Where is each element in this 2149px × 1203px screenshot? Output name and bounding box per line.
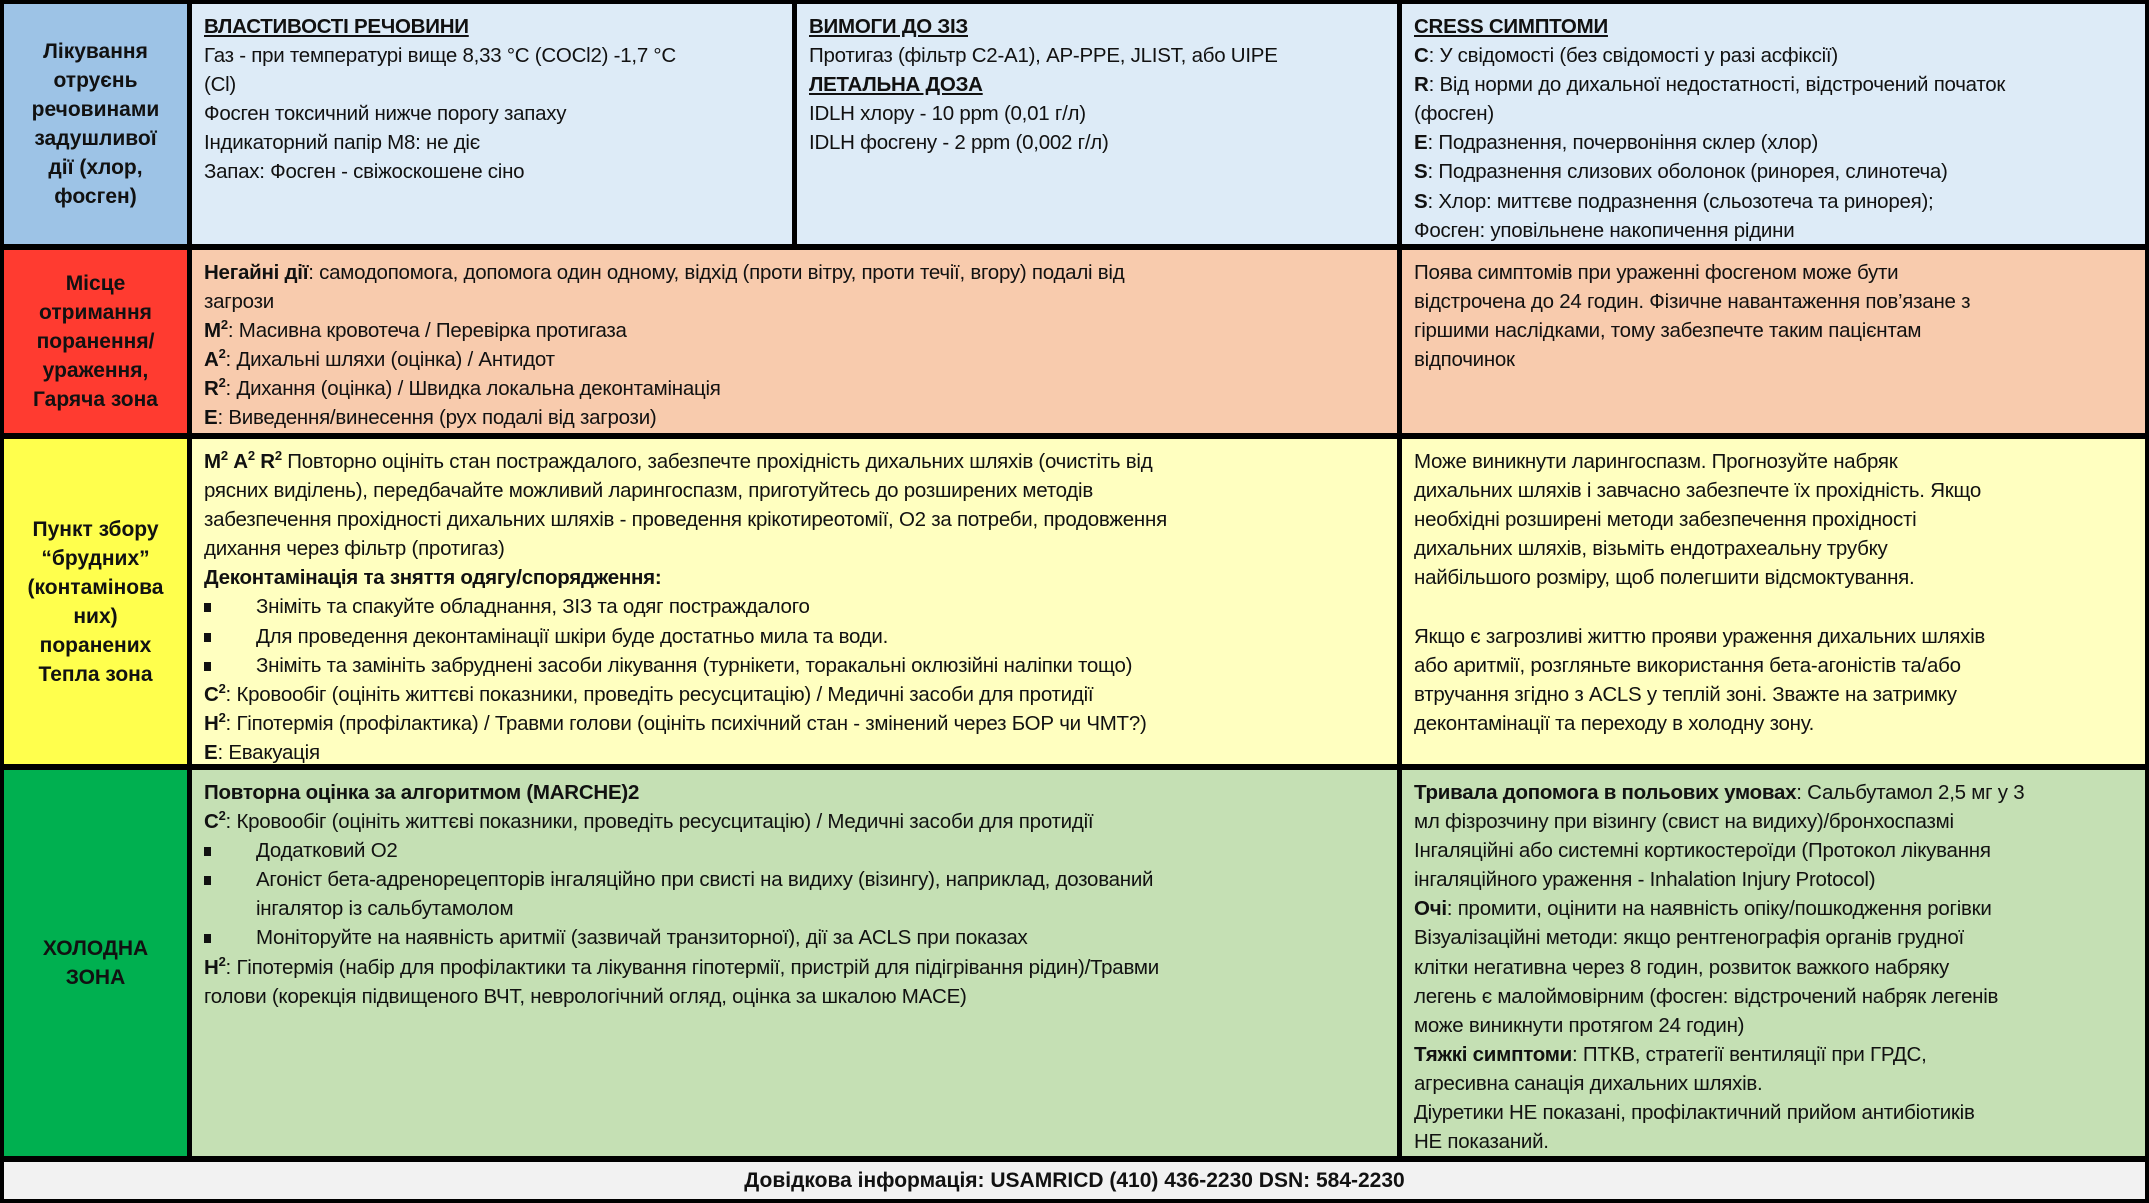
note-line: Діуретики НЕ показані, профілактичний прийом антибіотиків [1414, 1101, 1975, 1125]
note-line: агресивна санація дихальних шляхів. [1414, 1071, 1763, 1095]
bullet-text: Зніміть та спакуйте обладнання, ЗІЗ та одяг постраждалого [256, 595, 810, 619]
march-key: R [204, 377, 219, 401]
march-text: : Масивна кровотеча / Перевірка протигаза [227, 319, 627, 343]
march-text: : Гіпотермія (профілактика) / Травми голови (оцініть психічний стан - змінений через БОР чи ЧМТ?) [225, 711, 1147, 735]
note-line: гіршими наслідками, тому забезпечте таким пацієнтам [1414, 319, 1922, 343]
march-key: E [204, 406, 218, 430]
cress-item [1414, 99, 2135, 128]
zone-label-line: ураження, [42, 359, 149, 382]
bullet-square-icon [204, 847, 211, 856]
bullet-text: Зніміть та замініть забруднені засоби лікування (турнікети, торакальні оклюзійні наліпки тощо) [256, 653, 1133, 677]
superscript: 2 [218, 375, 226, 391]
march-text: : Кровообіг (оцініть життєві показники, проведіть ресусцитацію) / Медичні засоби для протидії [225, 682, 1094, 706]
zone-label-line: задушливої [34, 127, 157, 150]
bullet-text: Додатковий O2 [256, 839, 398, 863]
properties-cell [192, 4, 792, 244]
march-item [204, 680, 1387, 709]
march-item [204, 807, 1387, 836]
hot-zone-actions-cell [192, 250, 1397, 433]
cress-text: : Хлор: миттєве подразнення (сльозотеча та ринорея); [1427, 189, 1934, 213]
ppe-title: ВИМОГИ ДО ЗІЗ [809, 15, 968, 38]
bullet-item [204, 836, 1387, 865]
cress-key: R [1414, 73, 1429, 97]
cress-item [1414, 187, 2135, 216]
cress-item [1414, 216, 2135, 244]
cress-title: CRESS СИМПТОМИ [1414, 15, 1608, 38]
march-item [204, 709, 1387, 738]
severe-label: Тяжкі симптоми [1414, 1042, 1572, 1066]
bullet-item [204, 865, 1387, 894]
superscript: 2 [218, 808, 226, 824]
mar-reassess [204, 447, 1387, 476]
bullet-square-icon [204, 633, 211, 642]
cress-item [1414, 128, 2135, 157]
properties-line: Газ - при температурі вище 8,33 °C (COCl2) -1,7 °C [204, 44, 676, 68]
march-key: A [204, 348, 219, 372]
superscript: 2 [274, 448, 282, 463]
zone-label-line: ЗОНА [65, 966, 126, 989]
properties-line: Запах: Фосген - свіжоскошене сіно [204, 160, 525, 184]
zone-label-hot [4, 250, 187, 433]
note-line: інгаляційного ураження - Inhalation Injury Protocol) [1414, 868, 1876, 892]
note-line: відпочинок [1414, 348, 1515, 372]
properties-line: (Cl) [204, 73, 237, 97]
immediate-actions-cont: загрози [204, 290, 274, 314]
march-item [204, 738, 1387, 764]
severe-symptoms [1414, 1040, 2135, 1069]
zone-label-line: них) [73, 604, 118, 628]
field-care [1414, 778, 2135, 807]
superscript: 2 [218, 346, 226, 362]
cold-zone-note-cell [1402, 770, 2145, 1156]
march-key: M [204, 319, 221, 343]
mar-text: Повторно оцініть стан постраждалого, забезпечте прохідність дихальних шляхів (очистіть від [281, 450, 1153, 473]
zone-label-warm [4, 439, 187, 764]
cress-text: (фосген) [1414, 102, 1494, 126]
march-key: H [204, 955, 219, 979]
march-item [204, 953, 1387, 982]
zone-label-line: речовинами [31, 98, 160, 121]
eyes-text: : промити, оцінити на наявність опіку/пошкодження рогівки [1446, 897, 1992, 921]
properties-title: ВЛАСТИВОСТІ РЕЧОВИНИ [204, 15, 469, 38]
bullet-square-icon [204, 662, 211, 671]
immediate-actions [204, 258, 1387, 287]
march-text: : Гіпотермія (набір для профілактики та лікування гіпотермії, пристрій для підігрівання рідин)/Травми [225, 955, 1159, 979]
bullet-item [204, 923, 1387, 952]
cress-item [1414, 41, 2135, 70]
decon-title: Деконтамінація та зняття одягу/спорядження: [204, 566, 662, 590]
superscript: 2 [247, 448, 255, 463]
bullet-square-icon [204, 934, 211, 943]
footer-text: Довідкова інформація: USAMRICD (410) 436-2230 DSN: 584-2230 [744, 1168, 1405, 1192]
cress-key: C [1414, 44, 1429, 68]
march-text: : Виведення/винесення (рух подалі від загрози) [217, 406, 657, 430]
march-item [204, 316, 1387, 345]
superscript: 2 [218, 680, 226, 696]
bullet-text: Агоніст бета-адренорецепторів інгаляційно при свисті на видиху (візингу), наприклад, дозований [256, 868, 1154, 892]
march-text: : Евакуація [217, 740, 320, 764]
hot-zone-note-cell [1402, 250, 2145, 433]
zone-label-line: Гаряча зона [33, 388, 158, 411]
cress-item [1414, 70, 2135, 99]
zone-label-line: поранення/ [36, 330, 155, 353]
zone-label-line: дії (хлор, [48, 156, 143, 179]
note-line: найбільшого розміру, щоб полегшити відсмоктування. [1414, 566, 1915, 590]
warm-zone-note-cell [1402, 439, 2145, 764]
march-key: M [204, 450, 221, 473]
march-key: A [233, 450, 248, 473]
cress-text: : У свідомості (без свідомості у разі асфіксії) [1428, 44, 1838, 68]
bullet-square-icon [204, 603, 211, 612]
note-line: Поява симптомів при ураженні фосгеном може бути [1414, 261, 1899, 284]
bullet-item [204, 622, 1387, 651]
eyes [1414, 894, 2135, 923]
note-line: відстрочена до 24 годин. Фізичне навантаження пов’язане з [1414, 290, 1971, 314]
march-key: C [204, 810, 219, 834]
mar-text: рясних виділень), передбачайте можливий ларингоспазм, приготуйтесь до розширених методів [204, 479, 1093, 503]
zone-label-line: отруєнь [53, 69, 138, 92]
cold-zone-actions-cell [192, 770, 1397, 1156]
note-line: мл фізрозчину при візингу (свист на видиху)/бронхоспазмі [1414, 810, 1954, 834]
march-item [204, 403, 1387, 432]
marche-title: Повторна оцінка за алгоритмом (MARCHE)2 [204, 781, 640, 804]
lethal-dose-line: IDLH хлору - 10 ppm (0,01 г/л) [809, 102, 1086, 126]
zone-label-line: фосген) [54, 185, 137, 208]
superscript: 2 [218, 709, 226, 725]
zone-label-line: “брудних” [41, 546, 150, 570]
zone-label-chemical [4, 4, 187, 244]
note-line: може виникнути протягом 24 годин) [1414, 1013, 1745, 1037]
cress-text: Фосген: уповільнене накопичення рідини [1414, 218, 1795, 242]
note-line: дихальних шляхів і завчасно забезпечте їх прохідність. Якщо [1414, 479, 1982, 503]
cress-text: : Подразнення, почервоніння склер (хлор) [1427, 131, 1819, 155]
lethal-dose-line: IDLH фосгену - 2 ppm (0,002 г/л) [809, 131, 1109, 155]
immediate-actions-label: Негайні дії [204, 261, 309, 284]
mar-text: дихання через фільтр (протигаз) [204, 537, 505, 561]
superscript: 2 [220, 317, 228, 333]
superscript: 2 [218, 953, 226, 969]
immediate-actions-text: : самодопомога, допомога один одному, відхід (проти вітру, проти течії, вгору) подалі від [308, 261, 1125, 284]
march-item [204, 374, 1387, 403]
note-line: дихальних шляхів, візьміть ендотрахеальну трубку [1414, 537, 1888, 561]
footer-reference [4, 1162, 2145, 1199]
zone-label-cold [4, 770, 187, 1156]
bullet-text: Для проведення деконтамінації шкіри буде достатньо мила та води. [256, 624, 889, 648]
bullet-text-cont: інгалятор із сальбутамолом [256, 897, 514, 921]
note-line: або аритмії, розгляньте використання бета-агоністів та/або [1414, 653, 1961, 677]
march-key: C [204, 682, 219, 706]
note-line: НЕ показаний. [1414, 1130, 1549, 1154]
march-item [204, 345, 1387, 374]
march-text: : Дихання (оцінка) / Швидка локальна деконтамінація [225, 377, 721, 401]
cress-key: S [1414, 189, 1428, 213]
warm-zone-actions-cell [192, 439, 1397, 764]
note-line: Візуалізаційні методи: якщо рентгенографія органів грудної [1414, 926, 1964, 950]
cress-key: E [1414, 131, 1428, 155]
note-line: необхідні розширені методи забезпечення прохідності [1414, 508, 1917, 532]
note-line: Інгаляційні або системні кортикостероїди (Протокол лікування [1414, 839, 1991, 863]
zone-label-line: отримання [39, 301, 152, 324]
properties-line: Індикаторний папір M8: не діє [204, 131, 480, 155]
note-line: втручання згідно з ACLS у теплій зоні. Зважте на затримку [1414, 682, 1957, 706]
march-key: R [260, 450, 275, 473]
paragraph-gap [1414, 592, 2135, 621]
field-care-label: Тривала допомога в польових умовах [1414, 781, 1797, 804]
superscript: 2 [220, 448, 228, 463]
field-care-text: : Сальбутамол 2,5 мг у 3 [1796, 781, 2025, 804]
zone-label-line: (контамінова [27, 575, 164, 599]
ppe-cell [797, 4, 1397, 244]
ppe-line: Протигаз (фільтр C2-A1), AP-PPE, JLIST, або UIPE [809, 44, 1278, 68]
bullet-text: Моніторуйте на наявність аритмії (зазвичай транзиторної), дії за ACLS при показах [256, 926, 1028, 950]
note-line: легень є малоймовірним (фосген: відстрочений набряк легенів [1414, 984, 1999, 1008]
note-line: Якщо є загрозливі життю прояви ураження дихальних шляхів [1414, 624, 1986, 648]
mar-text: забезпечення прохідності дихальних шляхів - проведення крікотиреотомії, O2 за потреби, продовження [204, 508, 1167, 532]
march-key: E [204, 740, 218, 764]
cress-text: : Від норми до дихальної недостатності, відстрочений початок [1428, 73, 2006, 97]
march-text: : Дихальні шляхи (оцінка) / Антидот [225, 348, 555, 372]
bullet-item [204, 651, 1387, 680]
severe-text: : ПТКВ, стратегії вентиляції при ГРДС, [1572, 1042, 1927, 1066]
zone-label-line: Пункт збору [32, 517, 159, 541]
note-line: клітки негативна через 8 годин, розвиток важкого набряку [1414, 955, 1950, 979]
cress-key: S [1414, 160, 1428, 184]
note-line: Може виникнути ларингоспазм. Прогнозуйте набряк [1414, 450, 1898, 473]
zone-label-line: Лікування [43, 40, 148, 63]
cress-cell [1402, 4, 2145, 244]
zone-label-line: Тепла зона [38, 662, 153, 686]
note-line: деконтамінації та переходу в холодну зону. [1414, 711, 1815, 735]
bullet-item [204, 592, 1387, 621]
bullet-square-icon [204, 876, 211, 885]
eyes-label: Очі [1414, 897, 1447, 921]
lethal-dose-title: ЛЕТАЛЬНА ДОЗА [809, 73, 983, 97]
cress-text: : Подразнення слизових оболонок (ринорея, слинотеча) [1427, 160, 1948, 184]
march-text: : Кровообіг (оцініть життєві показники, проведіть ресусцитацію) / Медичні засоби для протидії [225, 810, 1094, 834]
zone-label-line: поранених [39, 633, 152, 657]
properties-line: Фосген токсичний нижче порогу запаху [204, 102, 567, 126]
zone-label-line: ХОЛОДНА [42, 937, 149, 960]
march-text-cont: голови (корекція підвищеного ВЧТ, неврологічний огляд, оцінка за шкалою MACE) [204, 984, 967, 1008]
zone-label-line: Місце [65, 272, 126, 295]
cress-item [1414, 157, 2135, 186]
march-key: H [204, 711, 219, 735]
